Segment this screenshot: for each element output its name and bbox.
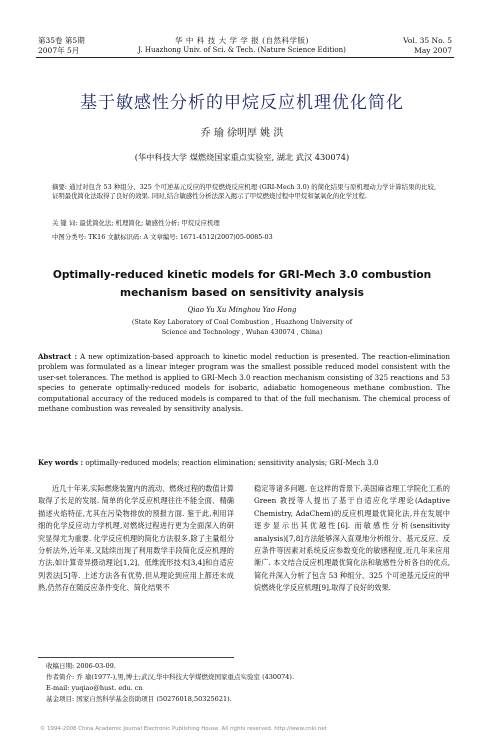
- authors-en: Qiao Yu Xu Minghou Yao Hong: [187, 306, 297, 314]
- volume-issue: 第35卷 第5期: [38, 36, 85, 45]
- keywords-en: [38, 458, 450, 468]
- publication-date-en: May 2007: [414, 46, 452, 55]
- body-column-left: 近几十年来,实际燃烧装置内的流动、燃烧过程的数值计算取得了长足的发展. 简单的化学反应机理往往不能全面、精确描述火焰特征,尤其在污染物排放的预报方面. 鉴于此,利用详细的化学反应动力学机理,对燃烧过程进行更为全面深入的研究显得尤为重要. 化学反应机理的简化方法很多,除了主量组分分析法外,近年来,又陆续出现了利用数学手段简化反应机理的方法,如计算奇异摄动理论[1,2]、低维流形技术[3,4]和自适应列表法[5]等. 上述方法各有优势,但从理论到应用上都还未成熟,仍然存在随反应条件变化、简化结果不: [38, 484, 234, 593]
- abstract-en-text: A new optimization-based approach to kinetic model reduction is presented. The reaction-elimination problem was formulated as a linear integer program was the smallest possible reduced model consistent with the user-set tolerances. The method is applied to GRI-Mech 3.0 reaction mechanism consisting of 325 reactions and 53 species to generate optimally-reduced models for isobaric, adiabatic homogeneous methane combustion. The computational accuracy of the reduced models is compared to that of the full mechanism. The chemical process of methane combustion was revealed by sensitivity analysis.: [38, 353, 450, 414]
- abstract-en-label: Abstract :: [38, 352, 78, 361]
- title-en-line1: Optimally-reduced kinetic models for GRI-Mech 3.0 combustion: [52, 269, 432, 281]
- footnote-fund: 基金项目: 国家自然科学基金资助项目 (50276018,50325621).: [46, 695, 232, 703]
- journal-name-cn: 华 中 科 技 大 学 学 报 (自然科学版): [175, 36, 309, 45]
- volume-issue-en: Vol. 35 No. 5: [403, 36, 452, 45]
- keywords-cn: 关 键 词: 最优简化法; 机理简化; 敏感性分析; 甲烷反应机理: [52, 219, 220, 227]
- abstract-cn: 摘要: 通过对包含 53 种组分、325 个可逆基元反应的甲烷燃烧反应机理 (GRI-Mech 3.0) 的简化结果与原机理动力学计算结果的比较,证明最优简化法取得了良好的效果. 同时,结合敏感性分析法深入揭示了甲烷燃烧过程中甲烷和氯氧化的化学过程.: [52, 183, 436, 200]
- journal-name-en: J. Huazhong Univ. of Sci. & Tech. (Nature Science Edition): [138, 46, 346, 54]
- copyright-footer: © 1994-2008 China Academic Journal Electronic Publishing House. All rights reserved. http://www.cnki.net: [40, 726, 327, 732]
- footnote-rule: [38, 657, 234, 658]
- affiliation-cn: (华中科技大学 煤燃烧国家重点实验室, 湖北 武汉 430074): [134, 152, 350, 162]
- keywords-en-label: Key words :: [38, 458, 84, 467]
- body-column-right: 稳定等诸多问题. 在这样的背景下,美国麻省理工学院化工系的 Green 教授等人提出了基于自适应化学理论(Adaptive Chemistry, AdaChem)的反应机理最优简化法,并在发展中逐步显示出其优越性[6]. 而敏感性分析(sensitivity analysis)[7,8]方法能够深入直观地分析组分、基元反应、反应条件等因素对系统反应参数变化的敏感程度,近几年来应用渐广. 本文结合反应机理最优简化法和敏感性分析各自的优点,简化并深入分析了包含 53 种组分、325 个可逆基元反应的甲烷燃烧化学反应机理[9],取得了良好的效果.: [254, 484, 450, 593]
- page-title: 基于敏感性分析的甲烷反应机理优化简化: [80, 93, 404, 113]
- authors-cn: 乔 瑜 徐明厚 姚 洪: [200, 128, 284, 139]
- footnote-received: 收稿日期: 2006-03-09.: [46, 662, 116, 670]
- abstract-en: [38, 352, 450, 414]
- publication-date: 2007年 5月: [38, 46, 80, 55]
- classification-cn: 中图分类号: TK16 文献标识码: A 文章编号: 1671-4512(2007)05-0085-03: [52, 233, 273, 241]
- affiliation-en-line2: Science and Technology , Wuhan 430074 , China): [161, 328, 323, 336]
- keywords-en-text: optimally-reduced models; reaction elimination; sensitivity analysis; GRI-Mech 3.0: [83, 459, 379, 467]
- footnote-author: 作者简介: 乔 瑜(1977-),男,博士;武汉,华中科技大学煤燃烧国家重点实验室 (430074).: [46, 673, 295, 681]
- title-en-line2: mechanism based on sensitivity analysis: [120, 287, 364, 299]
- footnote-email: E-mail: yuqiao@hust. edu. cn: [46, 684, 143, 692]
- affiliation-en-line1: (State Key Laboratory of Coal Combustion , Huazhong University of: [131, 318, 353, 326]
- header-rule: [36, 57, 454, 58]
